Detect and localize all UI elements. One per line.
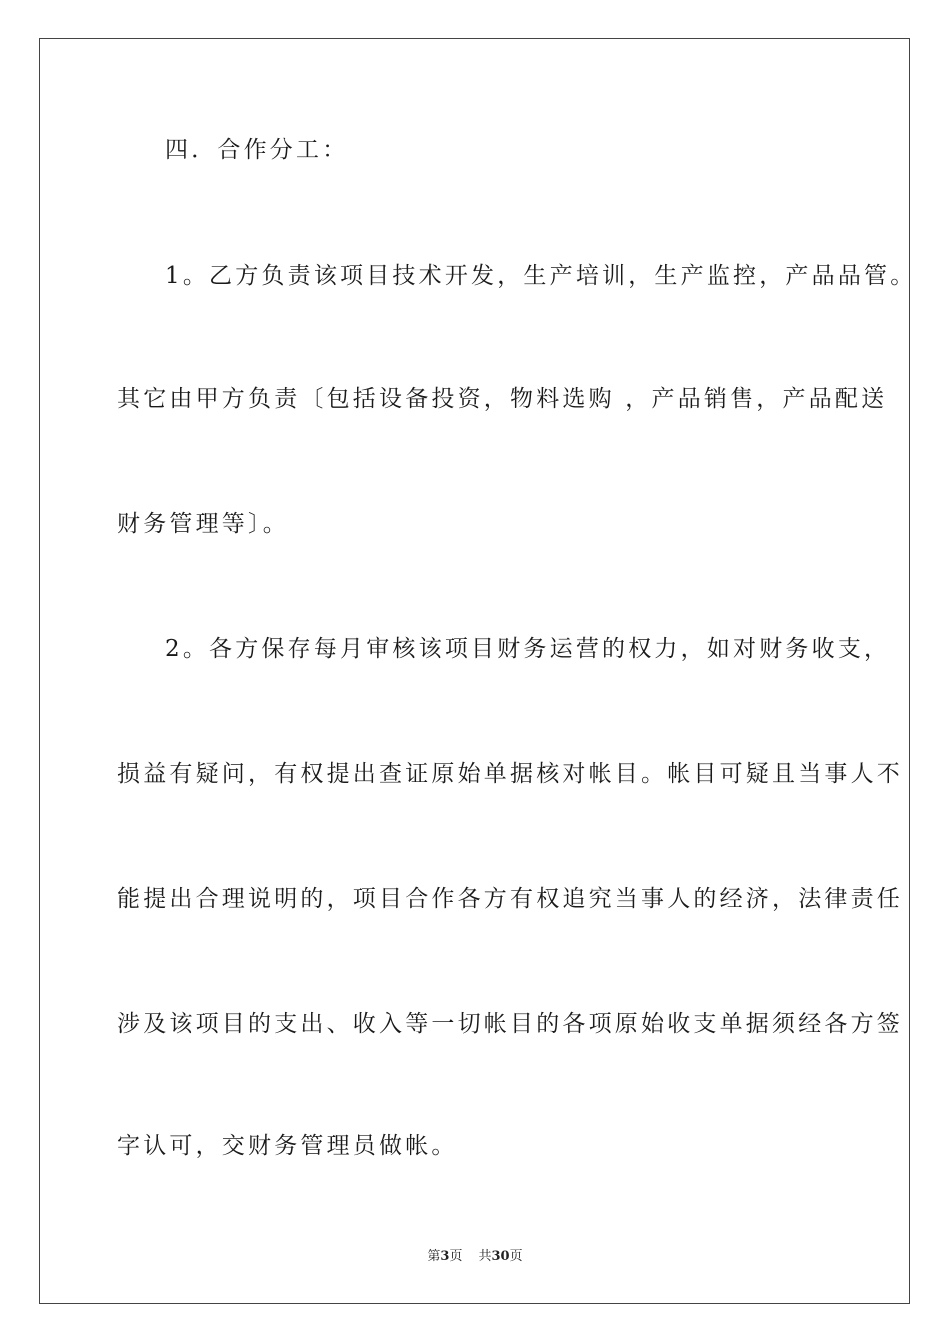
page-number: 3 (440, 1249, 450, 1264)
paragraph-line: 字认可，交财务管理员做帐。 (117, 1133, 458, 1159)
total-suffix: 页 (509, 1249, 523, 1264)
paragraph-line: 2。各方保存每月审核该项目财务运营的权力，如对财务收支， (165, 636, 891, 662)
total-prefix: 共 (478, 1249, 492, 1264)
paragraph-line: 能提出合理说明的，项目合作各方有权追究当事人的经济，法律责任 (117, 886, 903, 912)
total-pages: 30 (491, 1249, 510, 1264)
page-footer (0, 1248, 950, 1266)
page-suffix: 页 (449, 1249, 463, 1264)
page-border (39, 38, 910, 1304)
section-heading: 四．合作分工： (165, 137, 349, 163)
page-prefix: 第 (427, 1249, 441, 1264)
paragraph-line: 损益有疑问，有权提出查证原始单据核对帐目。帐目可疑且当事人不 (117, 761, 903, 787)
paragraph-line: 财务管理等〕。 (117, 511, 289, 537)
paragraph-line: 1。乙方负责该项目技术开发，生产培训，生产监控，产品品管。 (165, 263, 917, 289)
paragraph-line: 其它由甲方负责〔包括设备投资，物料选购 ，产品销售，产品配送 (117, 386, 888, 412)
paragraph-line: 涉及该项目的支出、收入等一切帐目的各项原始收支单据须经各方签 (117, 1011, 903, 1037)
